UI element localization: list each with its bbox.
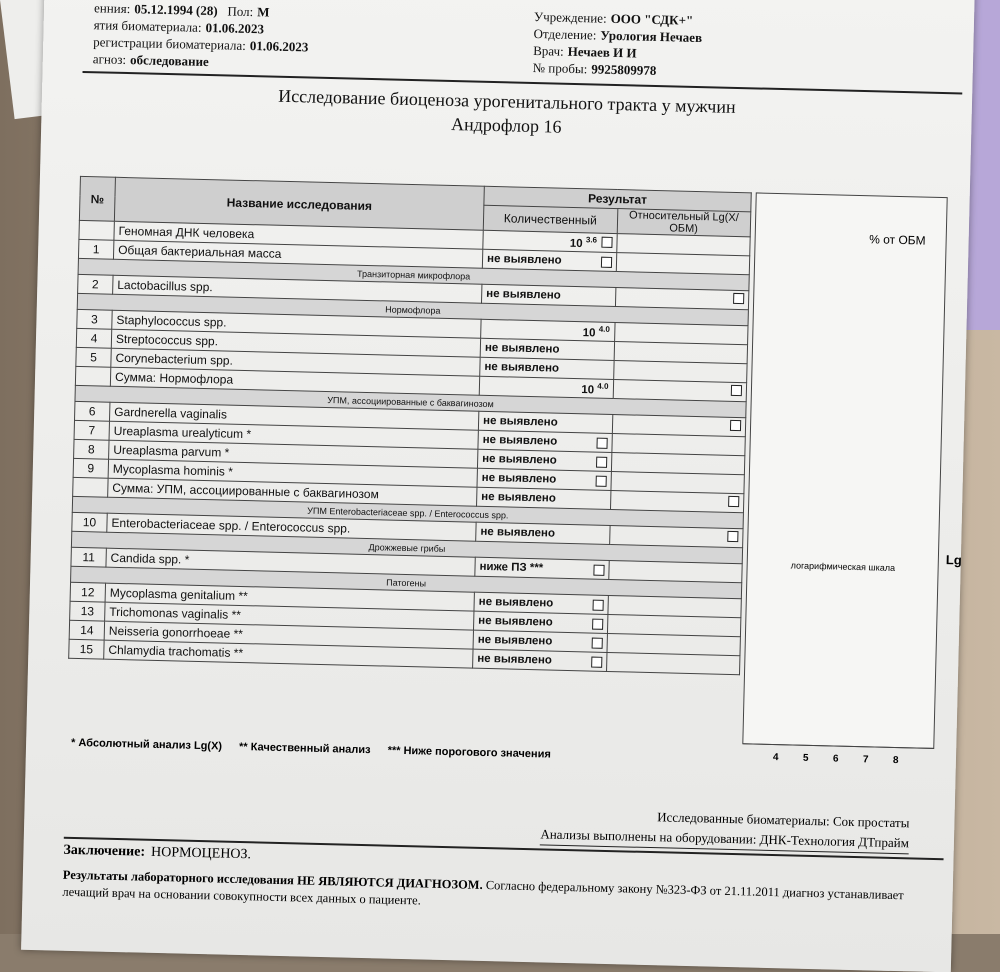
conclusion-label: Заключение: bbox=[63, 842, 146, 860]
row-number: 15 bbox=[69, 639, 104, 659]
graph-percent-label: % от ОБМ bbox=[869, 232, 926, 248]
col-num-header: № bbox=[79, 176, 115, 221]
result-value: не выявлено bbox=[477, 633, 553, 648]
test-name: Lactobacillus spp. bbox=[113, 275, 482, 303]
row-number: 3 bbox=[77, 309, 112, 329]
row-number bbox=[75, 366, 110, 386]
test-name: Gardnerella vaginalis bbox=[109, 402, 478, 430]
scale-tick: 8 bbox=[892, 754, 899, 767]
report-title: Исследование биоценоза урогенитального тракта у мужчин bbox=[277, 85, 736, 117]
doctor: Нечаев И И bbox=[567, 43, 637, 61]
scale-tick: 5 bbox=[802, 752, 809, 764]
report-subtitle: Андрофлор 16 bbox=[450, 113, 562, 137]
institution: ООО "СДК+" bbox=[610, 10, 694, 28]
row-number: 8 bbox=[74, 439, 109, 459]
row-number: 5 bbox=[76, 347, 111, 367]
row-number bbox=[73, 477, 108, 497]
result-value: не выявлено bbox=[481, 471, 557, 486]
result-value: не выявлено bbox=[482, 433, 558, 448]
test-name: Mycoplasma hominis * bbox=[108, 459, 477, 487]
checkbox-icon bbox=[727, 531, 738, 542]
test-name: Ureaplasma parvum * bbox=[109, 440, 478, 468]
result-value: не выявлено bbox=[484, 360, 560, 375]
conclusion bbox=[63, 843, 251, 864]
biomaterials: Исследованные биоматериалы: Сок простаты bbox=[657, 809, 910, 831]
test-name: Streptococcus spp. bbox=[111, 329, 480, 357]
test-name: Neisseria gonorrhoeae ** bbox=[104, 621, 473, 649]
department: Урология Нечаев bbox=[600, 27, 703, 46]
biomaterial-info bbox=[540, 804, 910, 854]
result-value: не выявлено bbox=[481, 490, 556, 505]
checkbox-icon bbox=[730, 420, 741, 431]
test-name: Chlamydia trachomatis ** bbox=[104, 640, 473, 668]
result-value: не выявлено bbox=[478, 595, 554, 610]
section-title: УПМ, ассоциированные с баквагинозом bbox=[75, 385, 746, 417]
checkbox-icon bbox=[601, 237, 612, 248]
log-scale-graph bbox=[742, 192, 947, 767]
checkbox-icon bbox=[596, 456, 607, 467]
row-number: 1 bbox=[78, 239, 113, 259]
equipment: Анализы выполнены на оборудовании: ДНК-Технология ДТпрайм bbox=[540, 824, 909, 854]
result-value: не выявлено bbox=[480, 525, 556, 540]
col-rel-header: Относительный Lg(X/ОБМ) bbox=[617, 209, 751, 237]
exponent: 4.0 bbox=[597, 381, 609, 391]
sex: М bbox=[257, 4, 270, 20]
checkbox-icon bbox=[595, 475, 606, 486]
section-title: Транзиторная микрофлора bbox=[78, 258, 749, 290]
test-name: Геномная ДНК человека bbox=[114, 221, 483, 249]
section-title: Патогены bbox=[71, 566, 742, 598]
test-name: Сумма: УПМ, ассоциированные с баквагинозом bbox=[108, 478, 477, 506]
result-value: 10 $^{4.0}$ bbox=[582, 324, 611, 339]
row-number bbox=[79, 220, 114, 240]
section-title: УПМ Enterobacteriaceae spp. / Enterococcus spp. bbox=[72, 496, 743, 528]
scale-tick: 6 bbox=[832, 753, 839, 765]
quantitative-result bbox=[473, 649, 607, 671]
conclusion-text: НОРМОЦЕНОЗ. bbox=[150, 844, 252, 863]
col-result-header: Результат bbox=[484, 186, 751, 212]
result-value: 10 $^{3.6}$ bbox=[569, 234, 598, 250]
result-value: не выявлено bbox=[486, 287, 561, 302]
institution-info: Учреждение: ООО "СДК+" Отделение: Урология Нечаев Врач: Нечаев И И № пробы: 9925809978 bbox=[532, 8, 703, 78]
checkbox-icon bbox=[591, 637, 602, 648]
scale-tick: 4 bbox=[772, 752, 779, 764]
test-name: Staphylococcus spp. bbox=[112, 310, 481, 338]
result-value: не выявлено bbox=[482, 452, 557, 467]
diagnosis: обследование bbox=[129, 52, 209, 70]
row-number: 9 bbox=[73, 458, 108, 478]
results-table bbox=[68, 176, 752, 675]
exponent: 3.6 bbox=[585, 234, 598, 245]
row-number: 11 bbox=[71, 547, 106, 567]
test-name: Enterobacteriaceae spp. / Enterococcus spp. bbox=[107, 513, 476, 541]
graph-ticks bbox=[773, 752, 923, 767]
results-body bbox=[69, 220, 751, 674]
checkbox-icon bbox=[731, 385, 742, 396]
checkbox-icon bbox=[733, 293, 744, 304]
result-value: ниже ПЗ *** bbox=[479, 560, 544, 575]
col-qty-header: Количественный bbox=[483, 205, 617, 233]
footnotes bbox=[71, 737, 565, 761]
checkbox-icon bbox=[592, 599, 603, 610]
checkbox-icon bbox=[596, 437, 607, 448]
scale-tick: 7 bbox=[862, 754, 869, 766]
row-number: 12 bbox=[70, 582, 105, 602]
patient-info: енния: 05.12.1994 (28) Пол: М ятия биоматериала: 01.06.2023 регистрации биоматериала: 01.06.2023 агноз: обследование bbox=[92, 0, 309, 70]
scale-label: логарифмическая шкала bbox=[790, 560, 896, 573]
row-number: 13 bbox=[70, 601, 105, 621]
checkbox-icon bbox=[728, 496, 739, 507]
result-value: не выявлено bbox=[486, 252, 562, 267]
row-number: 6 bbox=[75, 401, 110, 421]
checkbox-icon bbox=[600, 256, 611, 267]
collection-date: 01.06.2023 bbox=[205, 19, 265, 37]
relative-result bbox=[606, 652, 740, 674]
test-name: Сумма: Нормофлора bbox=[110, 367, 479, 395]
results-table-wrap bbox=[68, 176, 752, 675]
footnote-1: * Абсолютный анализ Lg(X) bbox=[70, 736, 223, 753]
row-number: 10 bbox=[72, 512, 107, 532]
result-value: не выявлено bbox=[477, 652, 553, 667]
result-value: не выявлено bbox=[484, 341, 560, 356]
section-title: Нормофлора bbox=[77, 293, 748, 325]
test-name: Общая бактериальная масса bbox=[113, 240, 482, 268]
sample-number: 9925809978 bbox=[591, 61, 657, 78]
disclaimer: Результаты лабораторного исследования НЕ ЯВЛЯЮТСЯ ДИАГНОЗОМ. Согласно федеральному закону №323-ФЗ от 21.11.2011 диагноз устанавливает лечащий врач на основании совокупности всех данных о пациенте. bbox=[62, 867, 904, 908]
registration-date: 01.06.2023 bbox=[249, 38, 309, 55]
exponent: 4.0 bbox=[598, 324, 611, 334]
footnote-3: *** Ниже порогового значения bbox=[387, 744, 551, 761]
checkbox-icon bbox=[593, 564, 604, 575]
test-name: Mycoplasma genitalium ** bbox=[105, 583, 474, 611]
col-name-header: Название исследования bbox=[114, 177, 484, 230]
row-number: 14 bbox=[69, 620, 104, 640]
result-value: не выявлено bbox=[482, 414, 558, 429]
result-value: 10 $^{4.0}$ bbox=[581, 381, 609, 396]
row-number: 7 bbox=[74, 420, 109, 440]
lab-report-page bbox=[21, 0, 975, 972]
footnote-2: ** Качественный анализ bbox=[238, 740, 371, 757]
result-value: не выявлено bbox=[478, 614, 553, 629]
graph-axis bbox=[743, 743, 933, 749]
row-number: 2 bbox=[78, 274, 113, 294]
birth-date: 05.12.1994 (28) bbox=[134, 1, 218, 19]
checkbox-icon bbox=[591, 656, 602, 667]
row-number: 4 bbox=[76, 328, 111, 348]
test-name: Trichomonas vaginalis ** bbox=[105, 602, 474, 630]
test-name: Candida spp. * bbox=[106, 548, 475, 576]
test-name: Ureaplasma urealyticum * bbox=[109, 421, 478, 449]
test-name: Corynebacterium spp. bbox=[111, 348, 480, 376]
lg-label: Lg bbox=[945, 552, 962, 568]
checkbox-icon bbox=[592, 618, 603, 629]
section-title: Дрожжевые грибы bbox=[71, 531, 742, 563]
